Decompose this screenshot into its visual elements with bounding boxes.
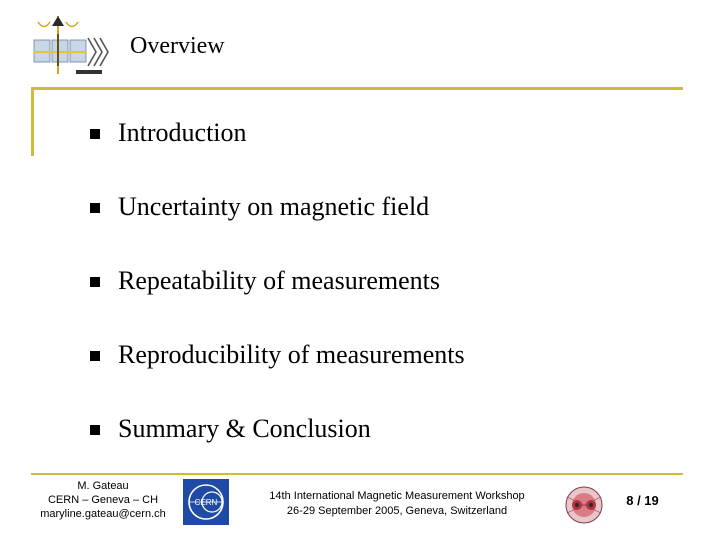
event-info — [252, 489, 542, 519]
bullet-square-icon — [90, 351, 100, 361]
lhc-logo-icon — [563, 485, 605, 525]
bullet-square-icon — [90, 203, 100, 213]
author-block — [28, 479, 178, 521]
event-title: 14th International Magnetic Measurement Workshop — [269, 490, 525, 502]
slide-title: Overview — [130, 33, 225, 59]
author-name: M. Gateau — [77, 480, 129, 492]
accent-bar-bottom — [31, 473, 683, 475]
accent-bar-top — [31, 87, 683, 90]
bullet-text: Summary & Conclusion — [118, 414, 371, 443]
bullet-text: Uncertainty on magnetic field — [118, 192, 430, 221]
author-email: maryline.gateau@cern.ch — [40, 508, 166, 520]
immw-logo-icon — [30, 12, 112, 80]
bullet-text: Introduction — [118, 118, 247, 147]
author-affiliation: CERN – Geneva – CH — [47, 494, 159, 506]
bullet-text: Reproducibility of measurements — [118, 340, 465, 369]
cern-logo-icon — [183, 479, 229, 525]
page-number: 8 / 19 — [626, 493, 659, 508]
svg-text:CERN: CERN — [194, 498, 218, 507]
accent-bar-vertical — [31, 88, 34, 156]
event-dates: 26-29 September 2005, Geneva, Switzerland — [286, 505, 508, 517]
bullet-square-icon — [90, 277, 100, 287]
bullet-square-icon — [90, 425, 100, 435]
bullet-text: Repeatability of measurements — [118, 266, 441, 295]
bullet-square-icon — [90, 129, 100, 139]
